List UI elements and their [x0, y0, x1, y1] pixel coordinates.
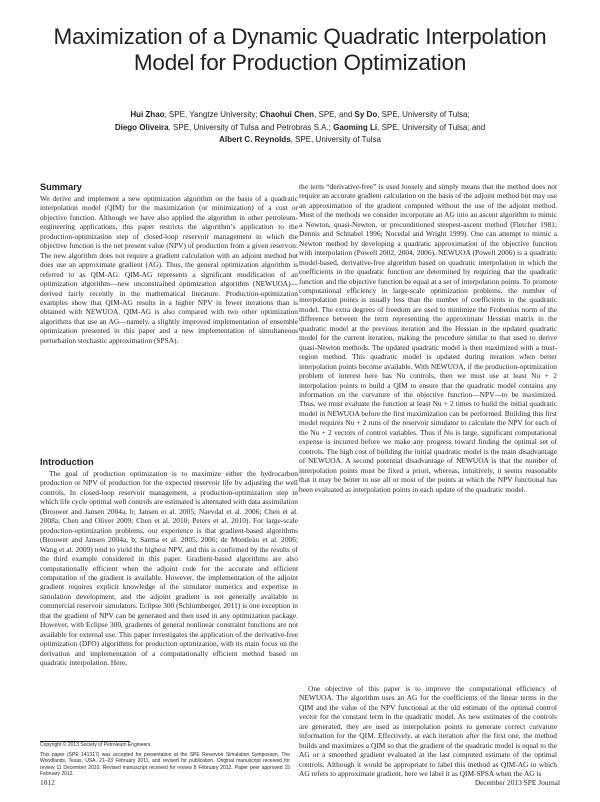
author-name: Diego Oliveira — [114, 122, 169, 132]
author-name: Albert C. Reynolds — [219, 135, 291, 144]
journal-footer: December 2013 SPE Journal — [474, 778, 560, 787]
summary-text: We derive and implement a new optimization algorithm on the basis of a quadratic interpolation model (QIM) for the maximization (or minimization) of a cost or objective function. Although we have also applied the algorithm in other petroleum-engineering applications, this paper restricts the algorithm’s application to the production-optimization step of closed-loop reservoir management in which the objective function is the net present value (NPV) of production from a given reservoir. The new algorithm does not require a gradient calculation with an adjoint method but does use an approximate gradient (AG). Thus, the general optimization algorithm is referred to as QIM-AG. QIM-AG represents a significant modification of an optimization algorithm—new unconstrained optimization algorithm (NEWUOA)—derived fairly recently in the mathematical literature. Production-optimization examples show that QIM-AG results in a higher NPV in fewer iterations than is obtained with NEWUOA. QIM-AG is also compared with two other optimization algorithms that use an AG—namely, a slightly improved implementation of ensemble optimization presented in this paper and a new implementation of simultaneous perturbation stochastic approximation (SPSA). — [40, 194, 298, 345]
right-column — [299, 182, 557, 780]
page-number: 1012 — [40, 778, 55, 787]
author-affiliation: , SPE, Yangtze University; — [164, 110, 260, 119]
author-name: Hui Zhao — [130, 110, 165, 119]
summary-heading: Summary — [40, 182, 82, 192]
author-affiliation: , SPE, University of Tulsa and Petrobras S.A.; — [168, 122, 334, 132]
author-affiliation: , SPE, University of Tulsa — [290, 135, 381, 144]
author-line — [30, 122, 570, 135]
publication-note: This paper (SPE 141317) was accepted for presentation at the SPE Reservoir Simulation Symposium, The Woodlands, Texas, USA, 21–23 February 2011, and revised for publication. Original manuscript received for review 11 December 2010. Revised manuscript received for review 8 February 2012. Paper peer approved 15 February 2012. — [40, 751, 290, 778]
author-name: Gaoming Li — [333, 122, 378, 132]
author-name: Chaohui Chen — [259, 110, 315, 119]
left-column — [40, 182, 298, 802]
author-name: Sy Do — [354, 110, 378, 119]
introduction-text: The goal of production optimization is to maximize either the hydrocarbon production or NPV of production for the expected reservoir life by adjusting the well controls. In closed-loop reservoir management, a production-optimization step in which life cycle optimal well controls are estimated is alternated with data assimilation (Brouwer and Jansen 2004a, b; Jansen et al. 2005; Naevdal et al. 2006; Chen et al. 2008a; Chen and Oliver 2009; Chen et al. 2010; Peters et al. 2010). For large-scale production-optimization problems, our experience is that gradient-based algorithms (Brouwer and Jansen 2004a, b; Sarma et al. 2005, 2006; de Montleau et al. 2006; Wang et al. 2009) tend to yield the highest NPV, and this is confirmed by the results of the third example considered in this paper. Gradient-based algorithms are also computationally efficient when the adjoint code for the accurate and efficient computation of the gradient is available. However, the implementation of the adjoint gradient requires explicit knowledge of the simulator numerics and expertise in simulation development, and the adjoint gradient is not generally available in commercial reservoir simulators. Eclipse 300 (Schlumberger, 2011) is one exception in that the gradient of NPV can be generated and then used in any optimization package. However, with Eclipse 300, gradients of general nonlinear constraint functions are not available for external use. This paper investigates the application of the derivative-free optimization (DFO) algorithms for production optimization, with its main focus on the derivation and implementation of a computationally efficient method based on quadratic interpolation. Here, — [40, 469, 298, 668]
body-paragraph: the term “derivative-free” is used loosely and simply means that the method does not require an accurate gradient calculation on the basis of the adjoint method but may use an approximation of the gradient computed without the use of the adjoint method. Most of the methods we consider incorporate an AG into an ascent algorithm to mimic a Newton, quasi-Newton, or preconditioned steepest-ascent method (Fletcher 1981; Dennis and Schnabel 1996; Nocedal and Wright 1999). One can attempt to mimic a Newton method by developing a quadratic approximation of the objective function with interpolation (Powell 2002, 2004, 2006). NEWUOA (Powell 2006) is a quadratic model-based, derivative-free algorithm based on quadratic interpolation in which the coefficients in the quadratic function are determined by requiring that the quadratic function and the objective function be equal at a set of interpolation points. To promote computational efficiency in large-scale optimization problems, the number of interpolation points is usually less than the number of coefficients in the quadratic model. The extra degrees of freedom are used to minimize the Frobenius norm of the difference between the term representing the approximate Hessian matrix in the quadratic model at the previous iteration and the Hessian in the updated quadratic model for the current iteration, making the procedure similar to that used to derive quasi-Newton methods. The updated quadratic model is then maximized with a trust-region method. This quadratic model is updated during iteration when better interpolation points become available. With NEWUOA, if the production-optimization problem of interest here has Nu controls, then we must use at least Nu + 2 interpolation points to build a QIM to ensure that the quadratic model contains any information on the curvature of the objective function—NPV—to be maximized. Thus, we must evaluate the function at least Nu + 2 times to build the initial quadratic model in NEWUOA before the first maximization can be performed. Building this first model requires Nu + 2 runs of the reservoir simulator to calculate the NPV for each of the Nu + 2 vectors of control variables. Thus if Nu is large, significant computational expense is incurred before we make any progress toward finding the optimal set of controls. The high cost of building the initial quadratic model is the main disadvantage of NEWUOA. A second potential disadvantage of NEWUOA is that the number of interpolation points must be fixed a priori, whereas, intuitively, it seems reasonable that it may be better to use all or most of the points at which the NPV functional has been evaluated as interpolation points in each update of the quadratic model. — [299, 182, 557, 494]
copyright-notice: Copyright © 2013 Society of Petroleum Engineers — [40, 742, 151, 748]
paper-title: Maximization of a Dynamic Quadratic Interpolation Model for Production Optimization — [53, 24, 547, 75]
author-affiliation: , SPE, University of Tulsa; and — [377, 122, 486, 132]
footnote — [40, 742, 290, 781]
author-block — [30, 109, 570, 147]
author-affiliation: , SPE, and — [314, 110, 355, 119]
author-line — [30, 134, 570, 147]
author-affiliation: , SPE, University of Tulsa; — [377, 110, 470, 119]
body-paragraph: One objective of this paper is to improve the computational efficiency of NEWUOA. The algorithm uses an AG for the coefficients of the linear terms in the QIM and the value of the NPV functional at the old estimate of the optimal control vector for the constant term in the quadratic model. As new estimates of the controls are generated, they are used as interpolation points to generate correct curvature information for the QIM. Effectively, at each iteration after the first one, the method builds and maximizes a QIM so that the gradient of the quadratic model is equal to the AG or a smoothed gradient evaluated at the last computed estimate of the optimal controls. Although it would be appropriate to label this method as QIM-AG in which AG refers to approximate gradient, here we label it as QIM-SPSA when the AG is — [299, 684, 557, 779]
introduction-heading: Introduction — [40, 457, 94, 467]
author-line — [30, 109, 570, 122]
